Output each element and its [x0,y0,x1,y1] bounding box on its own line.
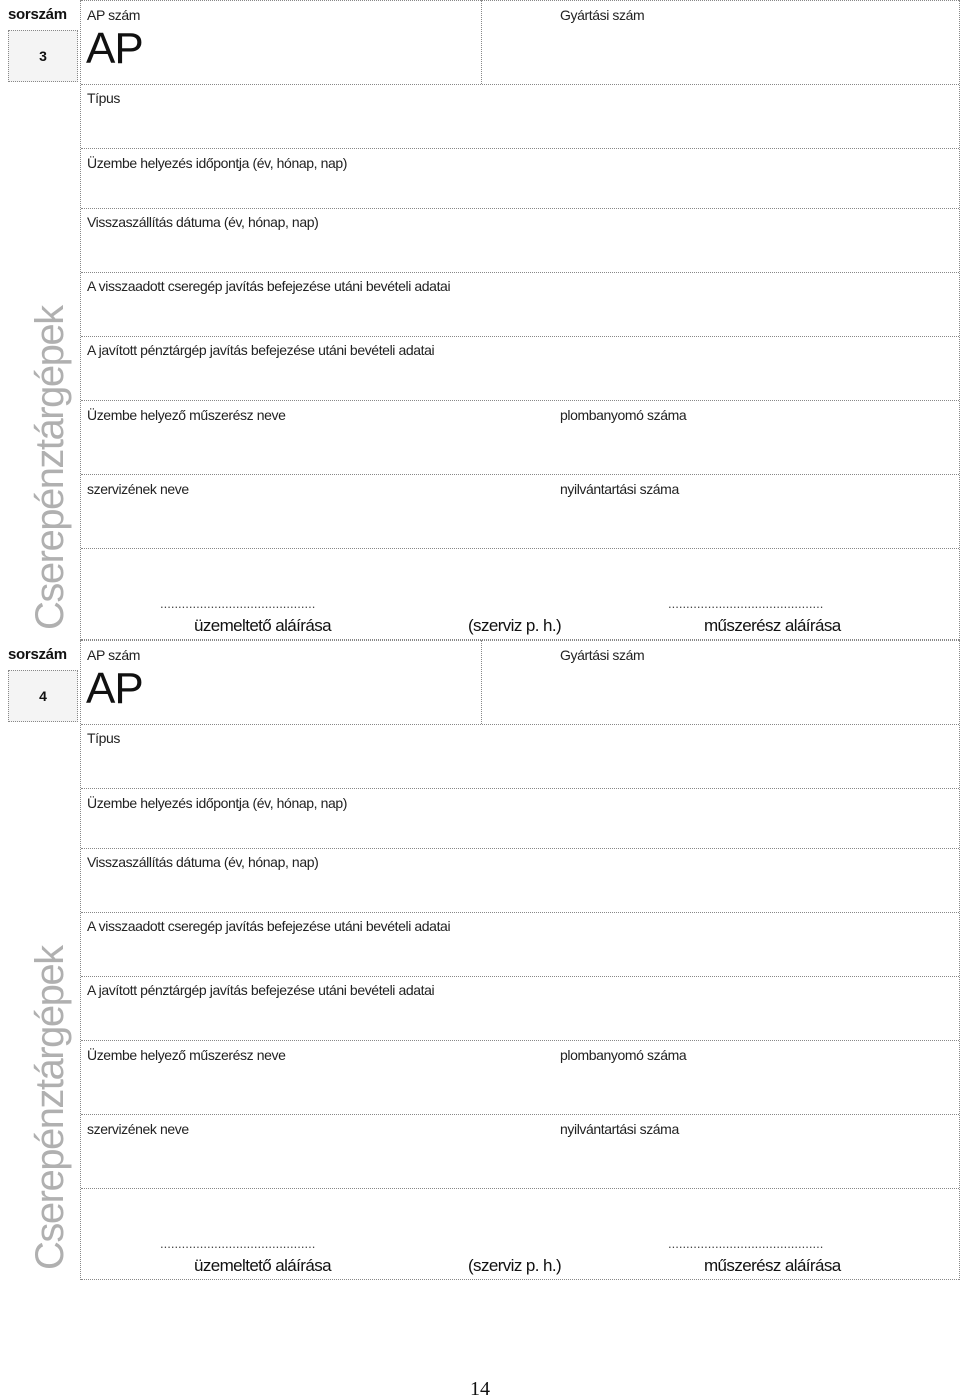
szerviz-neve-label: szervizének neve [87,481,189,497]
muszeresz-alairasa: műszerész aláírása [704,616,841,635]
signature-line-right: ........................................... [668,1236,824,1251]
ap-szam-value[interactable]: AP [86,664,143,713]
sorszam-number: 3 [39,48,47,64]
signature-line-left: ........................................... [160,1236,316,1251]
gyartasi-szam-label: Gyártási szám [560,7,645,23]
divider [81,474,960,475]
divider [81,336,960,337]
page-number: 14 [470,1378,490,1399]
divider [81,1188,960,1189]
divider [481,640,482,724]
divider [81,912,960,913]
divider [81,272,960,273]
cseregep-adatai-label: A visszaadott cseregép javítás befejezése utáni bevételi adatai [87,278,451,294]
ap-szam-label: AP szám [87,647,140,663]
szerviz-neve-label: szervizének neve [87,1121,189,1137]
uzembe-helyezes-label: Üzembe helyezés időpontja (év, hónap, nap) [87,155,348,171]
sorszam-label: sorszám [8,646,67,663]
muszeresz-neve-label: Üzembe helyező műszerész neve [87,1047,286,1063]
nyilvantartasi-label: nyilvántartási száma [560,481,679,497]
divider [81,548,960,549]
sorszam-number-box [8,30,78,82]
form-section-4 [0,640,960,1280]
muszeresz-alairasa: műszerész aláírása [704,1256,841,1275]
szerviz-ph: (szerviz p. h.) [468,1256,562,1275]
divider [81,400,960,401]
uzembe-helyezes-label: Üzembe helyezés időpontja (év, hónap, nap) [87,795,348,811]
divider [81,84,960,85]
form-section-3 [0,0,960,640]
divider [81,0,960,1]
divider [81,976,960,977]
section-vertical-title: Cserepénztárgépek [28,306,72,630]
visszaszallitas-label: Visszaszállítás dátuma (év, hónap, nap) [87,214,319,230]
divider [81,208,960,209]
szerviz-ph: (szerviz p. h.) [468,616,562,635]
form-frame [80,640,960,1280]
plombanyomo-label: plombanyomó száma [560,407,687,423]
form-frame [80,0,960,640]
divider [81,1279,960,1280]
section-vertical-title: Cserepénztárgépek [28,946,72,1270]
javitott-penztargep-label: A javított pénztárgép javítás befejezése utáni bevételi adatai [87,342,435,358]
tipus-label: Típus [87,730,121,746]
divider [81,724,960,725]
uzemelteto-alairasa: üzemeltető aláírása [194,616,331,635]
tipus-label: Típus [87,90,121,106]
ap-szam-label: AP szám [87,7,140,23]
javitott-penztargep-label: A javított pénztárgép javítás befejezése utáni bevételi adatai [87,982,435,998]
divider [81,1114,960,1115]
divider [81,848,960,849]
divider [81,148,960,149]
nyilvantartasi-label: nyilvántartási száma [560,1121,679,1137]
divider [81,640,960,641]
divider [81,1040,960,1041]
muszeresz-neve-label: Üzembe helyező műszerész neve [87,407,286,423]
cseregep-adatai-label: A visszaadott cseregép javítás befejezése utáni bevételi adatai [87,918,451,934]
ap-szam-value[interactable]: AP [86,24,143,73]
visszaszallitas-label: Visszaszállítás dátuma (év, hónap, nap) [87,854,319,870]
uzemelteto-alairasa: üzemeltető aláírása [194,1256,331,1275]
signature-line-right: ........................................... [668,596,824,611]
divider [81,788,960,789]
signature-line-left: ........................................... [160,596,316,611]
plombanyomo-label: plombanyomó száma [560,1047,687,1063]
gyartasi-szam-label: Gyártási szám [560,647,645,663]
divider [481,0,482,84]
sorszam-number: 4 [39,688,47,704]
sorszam-label: sorszám [8,6,67,23]
sorszam-number-box [8,670,78,722]
